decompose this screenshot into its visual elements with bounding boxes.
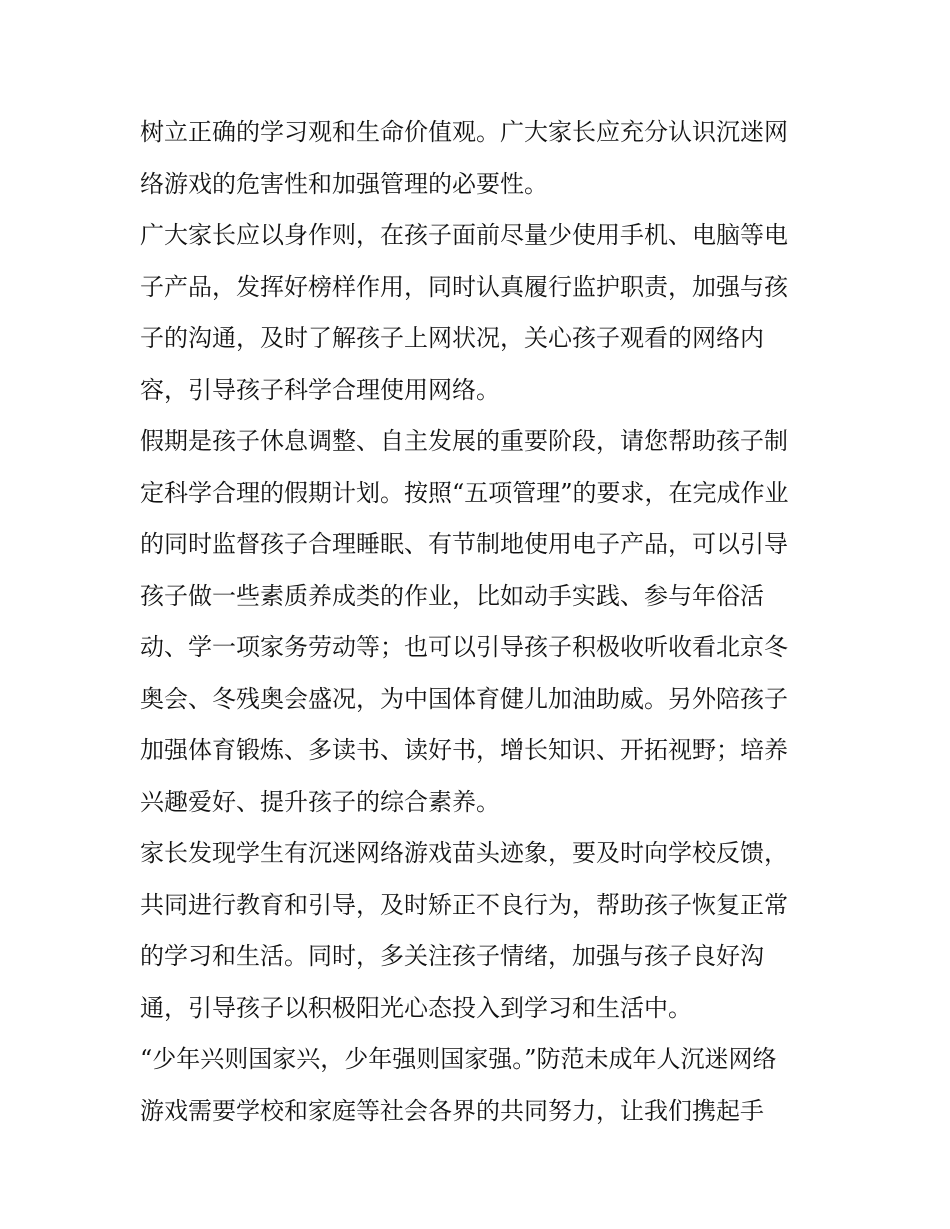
text-line: 游戏需要学校和家庭等社会各界的共同努力，让我们携起手 <box>140 1096 764 1125</box>
text-line: 树立正确的学习观和生命价值观。广大家长应充分认识沉迷网 <box>140 118 788 146</box>
text-line: 加强体育锻炼、多读书、读好书，增长知识、开拓视野；培养 <box>140 736 788 764</box>
text-line: “少年兴则国家兴，少年强则国家强。”防范未成年人沉迷网络 <box>140 1045 777 1073</box>
text-line: 兴趣爱好、提升孩子的综合素养。 <box>140 787 500 816</box>
text-line: 的学习和生活。同时，多关注孩子情绪，加强与孩子良好沟 <box>140 942 764 970</box>
text-line: 定科学合理的假期计划。按照“五项管理”的要求，在完成作业 <box>140 478 789 507</box>
text-line: 假期是孩子休息调整、自主发展的重要阶段，请您帮助孩子制 <box>140 427 788 455</box>
text-line: 家长发现学生有沉迷网络游戏苗头迹象，要及时向学校反馈， <box>140 839 788 867</box>
text-line: 通，引导孩子以积极阳光心态投入到学习和生活中。 <box>140 993 692 1022</box>
text-line: 子的沟通，及时了解孩子上网状况，关心孩子观看的网络内 <box>140 324 764 352</box>
text-line: 的同时监督孩子合理睡眠、有节制地使用电子产品，可以引导 <box>140 530 788 558</box>
text-line: 共同进行教育和引导，及时矫正不良行为，帮助孩子恢复正常 <box>140 890 788 919</box>
text-line: 广大家长应以身作则，在孩子面前尽量少使用手机、电脑等电 <box>140 221 788 249</box>
text-line: 动、学一项家务劳动等；也可以引导孩子积极收听收看北京冬 <box>140 633 788 661</box>
text-line: 络游戏的危害性和加强管理的必要性。 <box>140 169 548 198</box>
document-body <box>140 107 815 1137</box>
text-line: 容，引导孩子科学合理使用网络。 <box>140 375 500 404</box>
text-line: 孩子做一些素质养成类的作业，比如动手实践、参与年俗活 <box>140 581 764 610</box>
text-line: 奥会、冬残奥会盛况，为中国体育健儿加油助威。另外陪孩子 <box>140 684 788 713</box>
text-line: 子产品，发挥好榜样作用，同时认真履行监护职责，加强与孩 <box>140 272 788 301</box>
